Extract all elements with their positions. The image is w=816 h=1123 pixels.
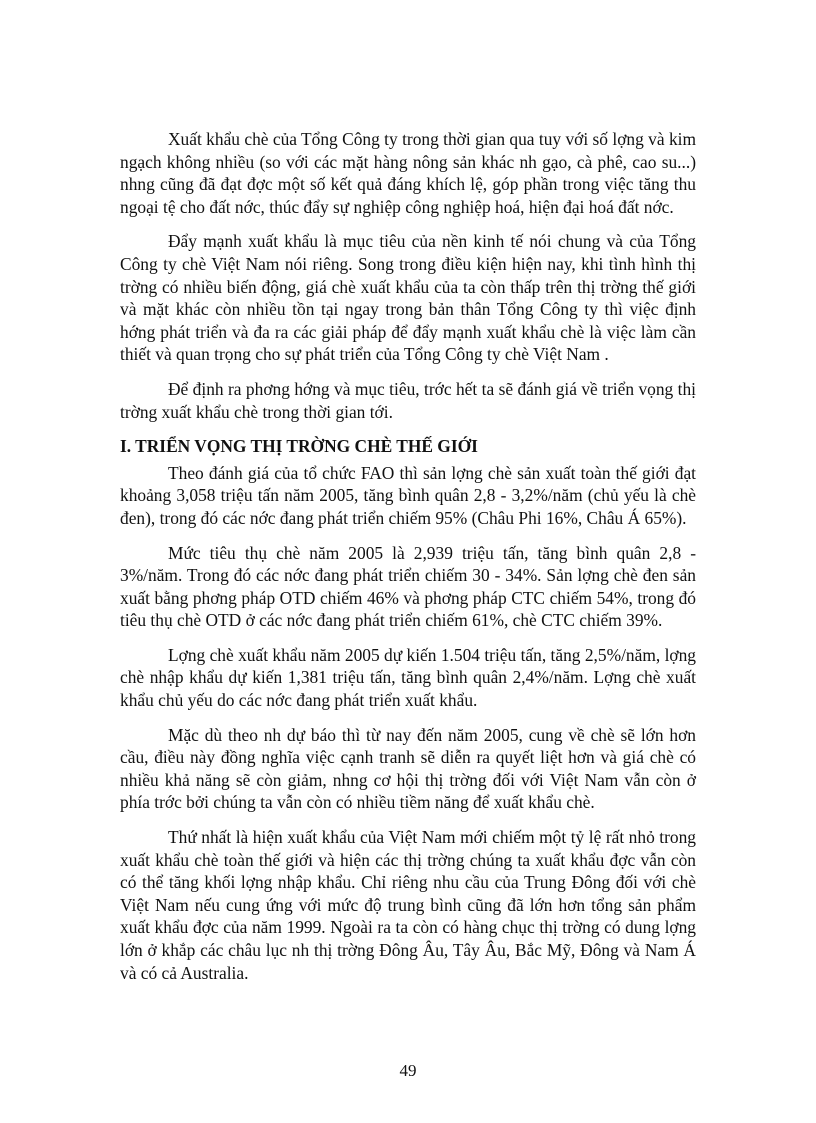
document-body — [120, 128, 696, 996]
paragraph-export-overview: Xuất khẩu chè của Tổng Công ty trong thời gian qua tuy với số lợng và kim ngạch không nhiều (so với các mặt hàng nông sản khác nh gạo, cà phê, cao su...) nhng cũng đã đạt đợc một số kết quả đáng khích lệ, góp phần trong việc tăng thu ngoại tệ cho đất nớc, thúc đẩy sự nghiệp công nghiệp hoá, hiện đại hoá đất nớc. — [120, 129, 696, 217]
section-heading: I. TRIỂN VỌNG THỊ TRỜNG CHÈ THẾ GIỚI — [120, 436, 478, 457]
paragraph-opportunity: Mặc dù theo nh dự báo thì từ nay đến năm 2005, cung về chè sẽ lớn hơn cầu, điều này đồng nghĩa việc cạnh tranh sẽ diễn ra quyết liệt hơn và giá chè có nhiều khả năng sẽ còn giảm, nhng cơ hội thị trờng đối với Việt Nam vẫn còn ở phía trớc bởi chúng ta vẫn còn có nhiều tiềm năng để xuất khẩu chè. — [120, 724, 696, 813]
paragraph-export-promotion: Đẩy mạnh xuất khẩu là mục tiêu của nền kinh tế nói chung và của Tổng Công ty chè Việt Nam nói riêng. Song trong điều kiện hiện nay, khi tình hình thị trờng có nhiều biến động, giá chè xuất khẩu của ta còn thấp trên thị trờng thế giới và mặt khác còn nhiều tồn tại ngay trong bản thân Tổng Công ty thì việc định hớng phát triển và đa ra các giải pháp để đẩy mạnh xuất khẩu chè là việc làm cần thiết và quan trọng cho sự phát triển của Tổng Công ty chè Việt Nam . — [120, 231, 696, 365]
paragraph-first-reason: Thứ nhất là hiện xuất khẩu của Việt Nam mới chiếm một tỷ lệ rất nhỏ trong xuất khẩu chè toàn thế giới và hiện các thị trờng chúng ta xuất khẩu đợc vẫn còn có thể tăng khối lợng nhập khẩu. Chỉ riêng nhu cầu của Trung Đông đối với chè Việt Nam nếu cung ứng với mức độ trung bình cũng đã lớn hơn tổng sản phẩm xuất khẩu đợc của năm 1999. Ngoài ra ta còn có hàng chục thị trờng có dung lợng lớn ở khắp các châu lục nh thị trờng Đông Âu, Tây Âu, Bắc Mỹ, Đông và Nam Á và có cả Australia. — [120, 827, 696, 983]
paragraph-consumption: Mức tiêu thụ chè năm 2005 là 2,939 triệu tấn, tăng bình quân 2,8 - 3%/năm. Trong đó các nớc đang phát triển chiếm 30 - 34%. Sản lợng chè đen sản xuất bằng phơng pháp OTD chiếm 46% và phơng pháp CTC chiếm 54%, trong đó tiêu thụ chè OTD ở các nớc đang phát triển chiếm 61%, chè CTC chiếm 39%. — [120, 542, 696, 631]
paragraph-fao-production: Theo đánh giá của tổ chức FAO thì sản lợng chè sản xuất toàn thế giới đạt khoảng 3,058 triệu tấn năm 2005, tăng bình quân 2,8 - 3,2%/năm (chủ yếu là chè đen), trong đó các nớc đang phát triển chiếm 95% (Châu Phi 16%, Châu Á 65%). — [120, 462, 696, 528]
page-number: 49 — [399, 1061, 417, 1080]
paragraph-direction: Để định ra phơng hớng và mục tiêu, trớc hết ta sẽ đánh giá về triển vọng thị trờng xuất khẩu chè trong thời gian tới. — [120, 378, 696, 422]
paragraph-export-import: Lợng chè xuất khẩu năm 2005 dự kiến 1.504 triệu tấn, tăng 2,5%/năm, lợng chè nhập khẩu dự kiến 1,381 triệu tấn, tăng bình quân 2,4%/năm. Lợng chè xuất khẩu chủ yếu do các nớc đang phát triển xuất khẩu. — [120, 644, 696, 711]
